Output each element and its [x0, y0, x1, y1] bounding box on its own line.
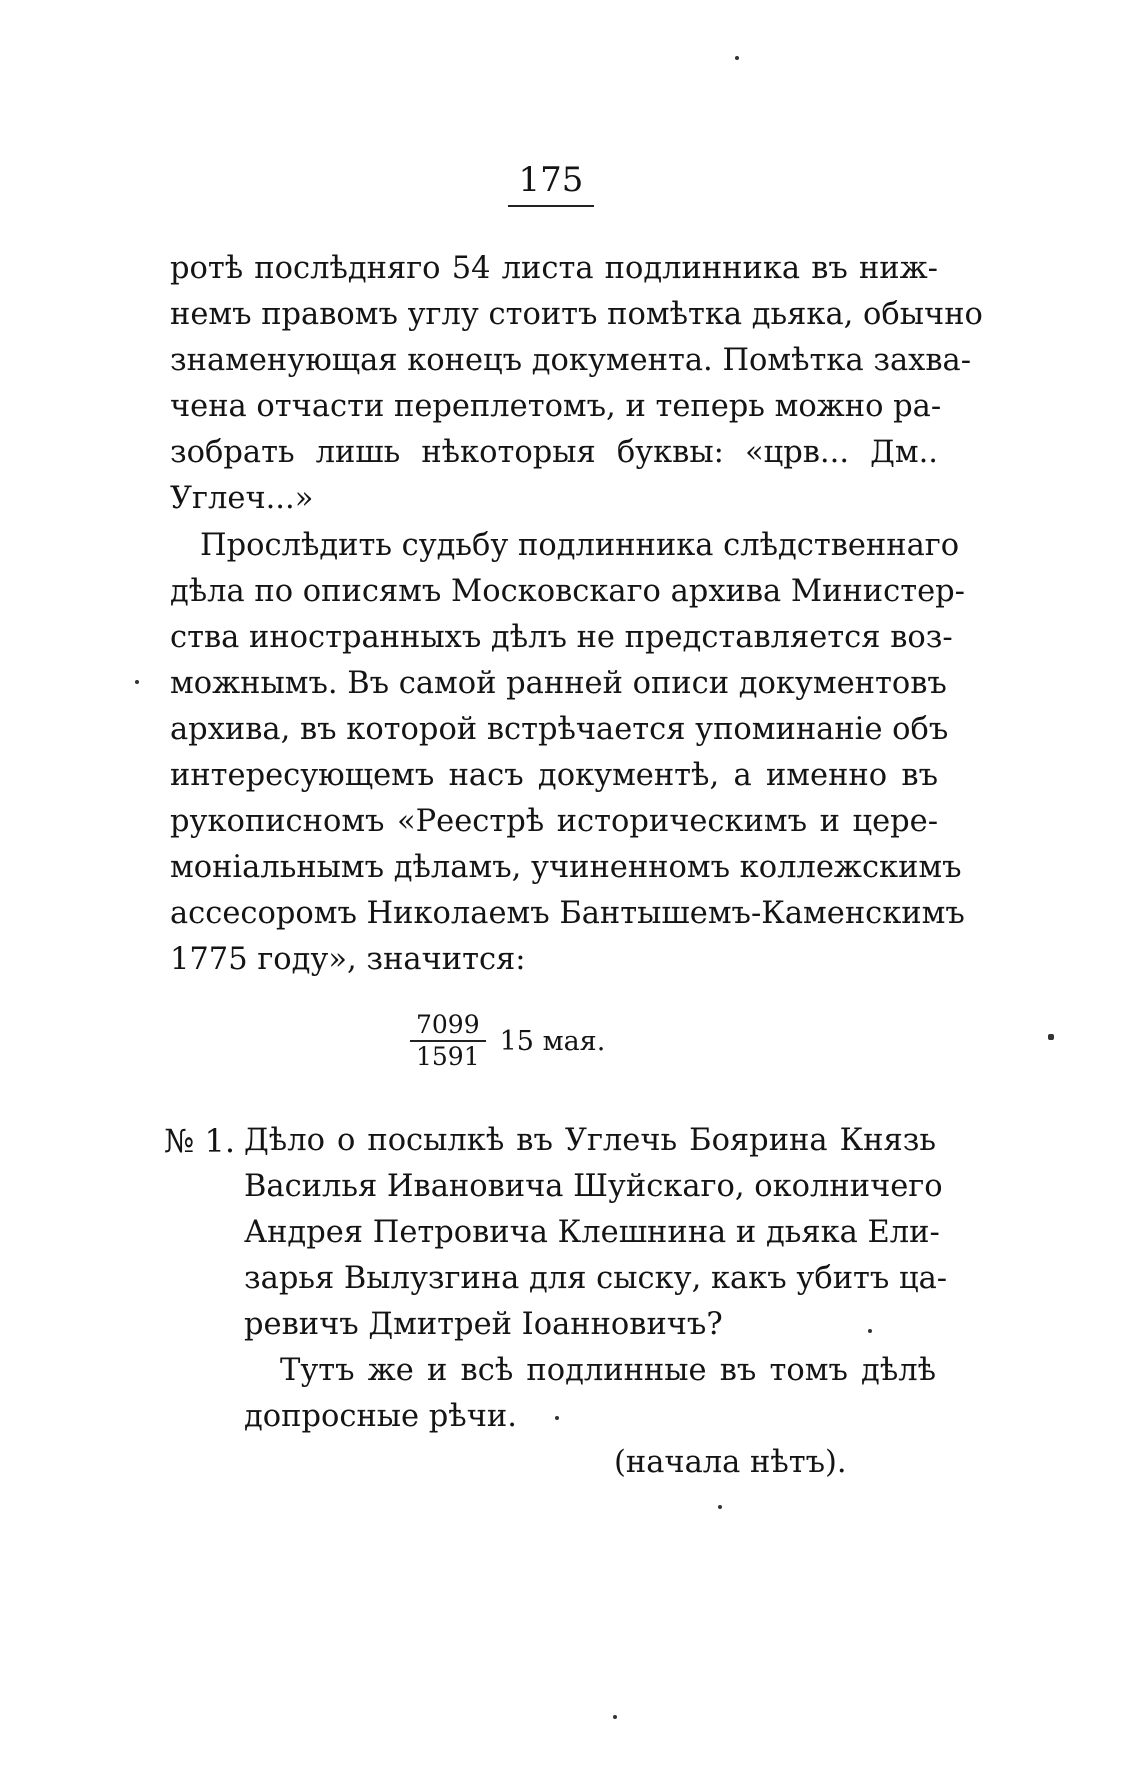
text-line: интересующемъ насъ документѣ, а именно въ: [170, 758, 938, 793]
scan-speck: [135, 680, 139, 684]
text-line: Углеч...»: [170, 481, 314, 516]
text-line: ротѣ послѣдняго 54 листа подлинника въ ниж-: [170, 251, 938, 286]
scan-speck: [735, 56, 739, 60]
text-line: Тутъ же и всѣ подлинные въ томъ дѣлѣ: [280, 1353, 936, 1388]
entry-number: № 1.: [164, 1122, 235, 1160]
entry-text: [244, 1118, 948, 1440]
scan-speck: [555, 1416, 559, 1420]
text-line: ревичъ Дмитрей Іоанновичъ?: [244, 1307, 723, 1342]
year-fraction: [410, 1010, 486, 1072]
text-line: чена отчасти переплетомъ, и теперь можно ра-: [170, 389, 942, 424]
date-text: 15 мая.: [499, 1025, 606, 1057]
text-line: зарья Вылузгина для сыску, какъ убитъ ца-: [244, 1261, 948, 1296]
text-line: ства иностранныхъ дѣлъ не представляется воз-: [170, 620, 953, 655]
text-line: можнымъ. Въ самой ранней описи документовъ: [170, 666, 947, 701]
text-line: Прослѣдить судьбу подлинника слѣдственнаго: [200, 528, 960, 563]
text-line: Василья Ивановича Шуйскаго, околничего: [244, 1169, 943, 1204]
text-line: зобрать лишь нѣкоторыя буквы: «црв... Дм..: [170, 435, 938, 470]
year-numerator: 7099: [410, 1010, 486, 1042]
text-line: знаменующая конецъ документа. Помѣтка захва-: [170, 343, 972, 378]
text-line: Андрея Петровича Клешнина и дьяка Ели-: [244, 1215, 940, 1250]
paragraph-1: [170, 246, 983, 522]
text-line: немъ правомъ углу стоитъ помѣтка дьяка, обычно: [170, 297, 983, 332]
scan-speck: [868, 1329, 872, 1333]
page-number: 175: [508, 160, 594, 207]
scan-speck: [718, 1505, 722, 1509]
text-line: 1775 году», значится:: [170, 942, 526, 977]
paragraph-2: [170, 523, 965, 983]
text-line: дѣла по описямъ Московскаго архива Министер-: [170, 574, 965, 609]
text-line: архива, въ которой встрѣчается упоминаніе объ: [170, 712, 949, 747]
scan-speck: [613, 1715, 617, 1719]
date-heading: [410, 1010, 605, 1072]
text-line: моніальнымъ дѣламъ, учиненномъ коллежскимъ: [170, 850, 962, 885]
scan-speck: [1048, 1034, 1054, 1040]
text-line: ассесоромъ Николаемъ Бантышемъ-Каменскимъ: [170, 896, 965, 931]
closing-note: (начала нѣтъ).: [614, 1445, 847, 1480]
text-line: Дѣло о посылкѣ въ Углечь Боярина Князь: [244, 1123, 936, 1158]
text-line: допросные рѣчи.: [244, 1399, 517, 1434]
text-line: рукописномъ «Реестрѣ историческимъ и цере-: [170, 804, 938, 839]
year-denominator: 1591: [416, 1042, 480, 1071]
